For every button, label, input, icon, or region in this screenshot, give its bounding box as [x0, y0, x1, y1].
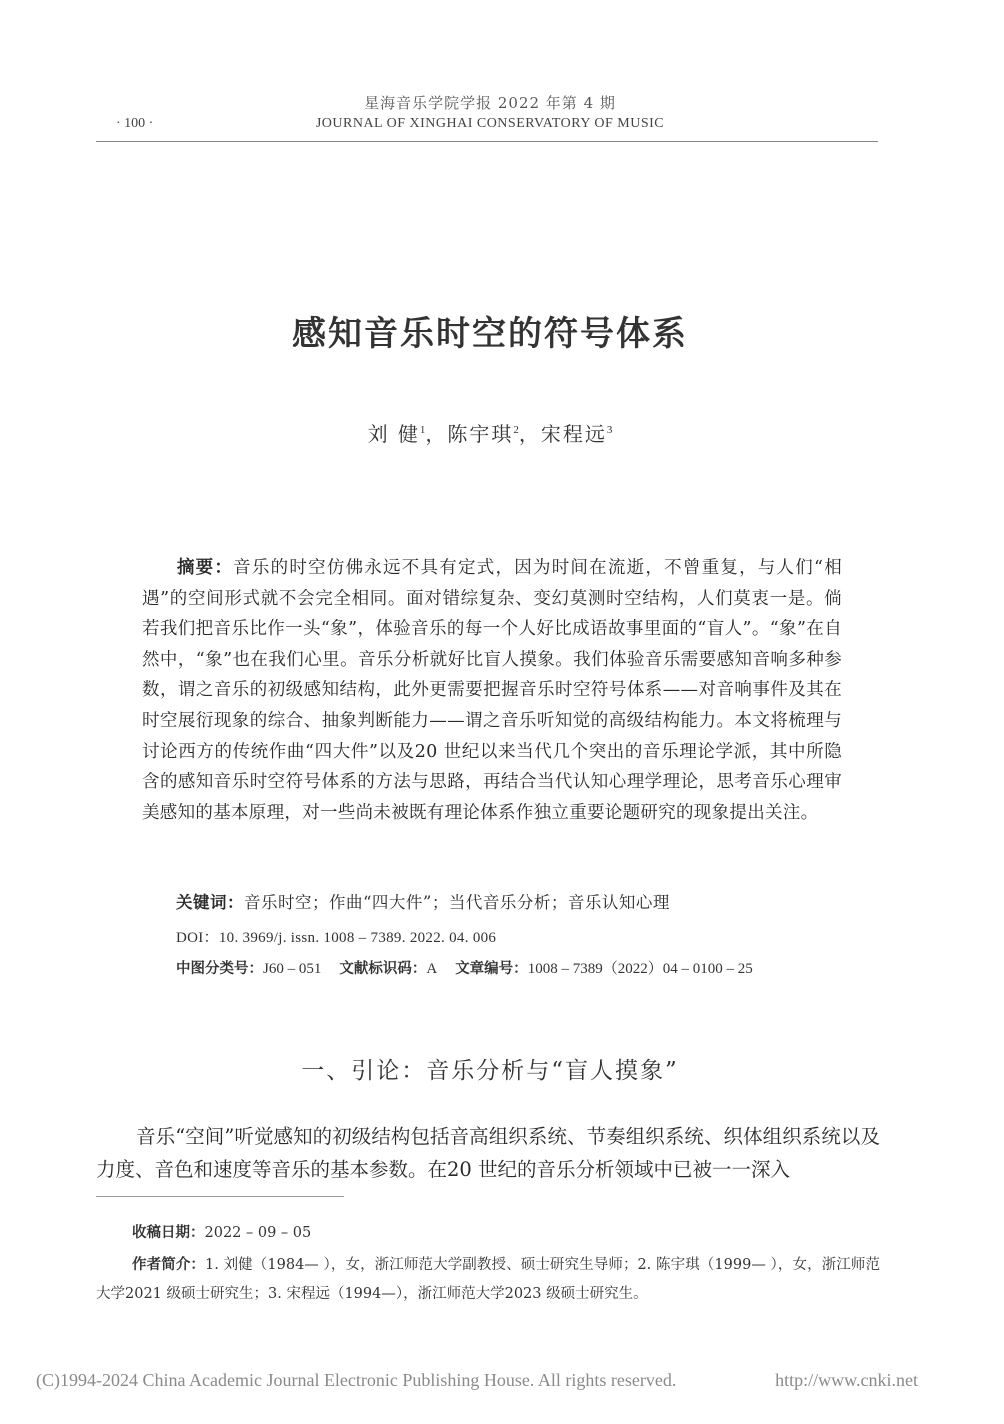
- received-value: 2022 – 09 – 05: [204, 1225, 312, 1241]
- received-date: [132, 1221, 311, 1242]
- copyright-bar: [36, 1370, 918, 1391]
- copyright-url[interactable]: http://www.cnki.net: [775, 1370, 918, 1390]
- header-divider: [96, 141, 878, 142]
- author-info: [96, 1251, 880, 1309]
- doc-code-value: A: [426, 961, 438, 977]
- article-title: 感知音乐时空的符号体系: [292, 314, 688, 354]
- classification-line: [176, 957, 753, 978]
- abstract-label: 摘要：: [176, 558, 234, 578]
- doc-code-label: 文献标识码：: [339, 961, 427, 977]
- journal-title-en: JOURNAL OF XINGHAI CONSERVATORY OF MUSIC: [315, 116, 665, 131]
- journal-title-cn: 星海音乐学院学报 2022 年第 4 期: [364, 94, 616, 112]
- keywords-text: 音乐时空；作曲“四大件”；当代音乐分析；音乐认知心理: [244, 893, 670, 912]
- doi: DOI：10. 3969/j. issn. 1008 – 7389. 2022. 04. 006: [176, 930, 497, 946]
- author-name: 陈宇琪: [447, 422, 514, 446]
- author-affiliation-mark: 3: [606, 424, 613, 436]
- keywords: [176, 889, 670, 913]
- body-paragraph-text: 音乐“空间”听觉感知的初级结构包括音高组织系统、节奏组织系统、织体组织系统以及力度、音色和速度等音乐的基本参数。在20 世纪的音乐分析领域中已被一一深入: [96, 1125, 880, 1181]
- author-separator: ，: [518, 422, 541, 446]
- keywords-label: 关键词：: [176, 893, 244, 912]
- author-info-text: 1. 刘健（1984— ），女，浙江师范大学副教授、硕士研究生导师；2. 陈宇琪（1999— ），女，浙江师范大学2021 级硕士研究生；3. 宋程远（1994—），浙江师范大学2023 级硕士研究生。: [96, 1257, 881, 1302]
- footnote-divider: [96, 1196, 344, 1197]
- article-no-label: 文章编号：: [455, 961, 528, 977]
- received-label: 收稿日期：: [132, 1225, 205, 1241]
- section-heading: 一、引论：音乐分析与“盲人摸象”: [301, 1058, 679, 1084]
- body-paragraph: [96, 1120, 880, 1186]
- page-number: · 100 ·: [116, 116, 154, 131]
- clc-label: 中图分类号：: [176, 961, 263, 977]
- author-name: 刘 健: [367, 422, 420, 446]
- author-info-label: 作者简介：: [132, 1257, 206, 1273]
- copyright-notice: (C)1994-2024 China Academic Journal Electronic Publishing House. All rights reserved.: [36, 1370, 677, 1390]
- author-affiliation-mark: 2: [513, 424, 519, 436]
- author-affiliation-mark: 1: [419, 424, 426, 436]
- article-no-value: 1008 – 7389（2022）04 – 0100 – 25: [527, 961, 753, 977]
- author-separator: ，: [425, 422, 448, 446]
- abstract: [142, 553, 842, 828]
- abstract-text: 音乐的时空仿佛永远不具有定式，因为时间在流逝，不曾重复，与人们“相遇”的空间形式就不会完全相同。面对错综复杂、变幻莫测时空结构，人们莫衷一是。倘若我们把音乐比作一头“象”，体验音乐的每一个人好比成语故事里面的“盲人”。“象”在自然中，“象”也在我们心里。音乐分析就好比盲人摸象。我们体验音乐需要感知音响多种参数，谓之音乐的初级感知结构，此外更需要把握音乐时空符号体系——对音响事件及其在时空展衍现象的综合、抽象判断能力——谓之音乐听知觉的高级结构能力。本文将梳理与讨论西方的传统作曲“四大件”以及20 世纪以来当代几个突出的音乐理论学派，其中所隐含的感知音乐时空符号体系的方法与思路，再结合当代认知心理学理论，思考音乐心理审美感知的基本原理，对一些尚未被既有理论体系作独立重要论题研究的现象提出关注。: [142, 558, 842, 823]
- author-name: 宋程远: [540, 422, 607, 446]
- clc-value: J60 – 051: [263, 961, 322, 977]
- author-list: [0, 418, 980, 447]
